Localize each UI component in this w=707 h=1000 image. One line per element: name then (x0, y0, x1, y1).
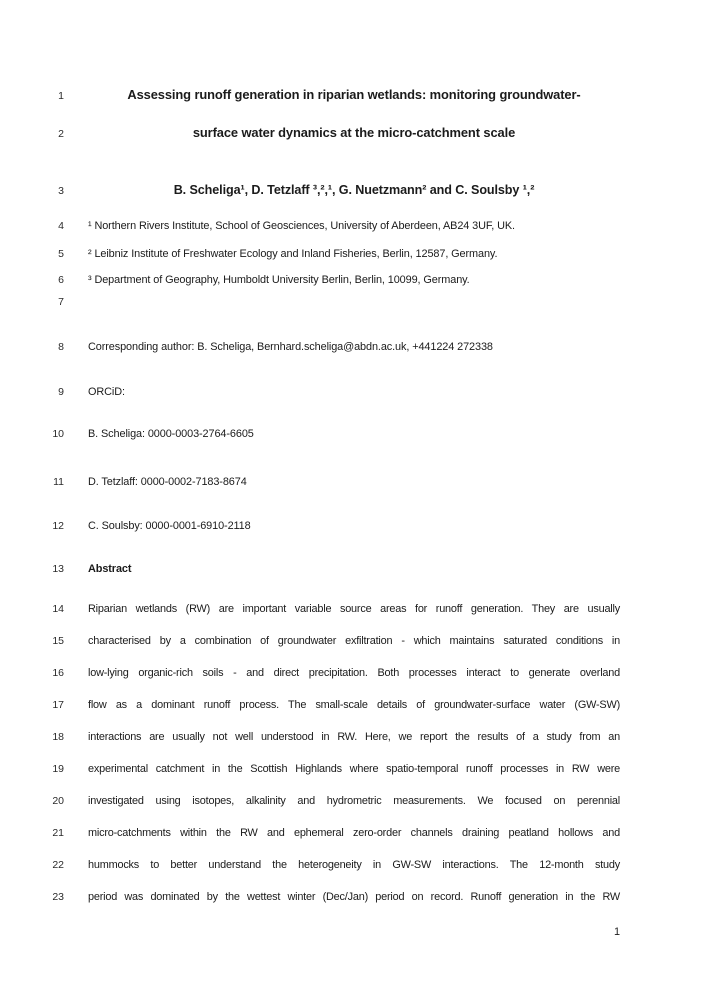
line-number: 6 (58, 274, 64, 286)
line-number: 7 (58, 296, 64, 308)
manuscript-line (28, 603, 620, 616)
manuscript-line (28, 891, 620, 904)
line-text: hummocks to better understand the heterogeneity in GW-SW interactions. The 12-month study (88, 859, 620, 871)
line-text: interactions are usually not well understood in RW. Here, we report the results of a study from an (88, 731, 620, 743)
manuscript-line (28, 859, 620, 872)
line-text: micro-catchments within the RW and ephemeral zero-order channels draining peatland hollows and (88, 827, 620, 839)
line-number: 2 (58, 128, 64, 140)
line-text: flow as a dominant runoff process. The small-scale details of groundwater-surface water (GW-SW) (88, 699, 620, 711)
line-number: 14 (52, 603, 64, 615)
line-number: 19 (52, 763, 64, 775)
line-number: 23 (52, 891, 64, 903)
line-number: 12 (52, 520, 64, 532)
line-text: C. Soulsby: 0000-0001-6910-2118 (88, 520, 251, 532)
manuscript-line (28, 274, 620, 287)
line-text: Assessing runoff generation in riparian wetlands: monitoring groundwater- (127, 87, 581, 102)
line-text: surface water dynamics at the micro-catchment scale (192, 125, 516, 140)
line-number: 3 (58, 185, 64, 197)
line-number: 11 (53, 476, 64, 488)
manuscript-line (28, 296, 620, 308)
line-text: ORCiD: (88, 386, 125, 398)
manuscript-line (28, 476, 620, 489)
manuscript-line (28, 183, 620, 197)
line-text: B. Scheliga: 0000-0003-2764-6605 (88, 428, 254, 440)
line-text: B. Scheliga¹, D. Tetzlaff ³,²,¹, G. Nuetzmann² and C. Soulsby ¹,² (173, 183, 535, 197)
manuscript-line (28, 699, 620, 712)
line-number: 1 (58, 90, 64, 102)
line-text: D. Tetzlaff: 0000-0002-7183-8674 (88, 476, 247, 488)
manuscript-line (28, 667, 620, 680)
line-text: ³ Department of Geography, Humboldt University Berlin, Berlin, 10099, Germany. (88, 274, 470, 286)
manuscript-line (28, 795, 620, 808)
manuscript-line (28, 520, 620, 533)
line-text: low-lying organic-rich soils - and direct precipitation. Both processes interact to generate overland (88, 667, 620, 679)
line-number: 22 (52, 859, 64, 871)
manuscript-line (28, 88, 620, 103)
line-text: characterised by a combination of groundwater exfiltration - which maintains saturated conditions in (88, 635, 620, 647)
manuscript-line (28, 386, 620, 399)
manuscript-line (28, 763, 620, 776)
line-text: Corresponding author: B. Scheliga, Bernhard.scheliga@abdn.ac.uk, +441224 272338 (88, 341, 493, 353)
line-number: 16 (52, 667, 64, 679)
line-number: 4 (58, 220, 64, 232)
line-text: investigated using isotopes, alkalinity and hydrometric measurements. We focused on perennial (88, 795, 620, 807)
line-text: Riparian wetlands (RW) are important variable source areas for runoff generation. They are usually (88, 603, 620, 615)
manuscript-line (28, 126, 620, 141)
line-number: 8 (58, 341, 64, 353)
line-text: Abstract (88, 563, 132, 575)
manuscript-line (28, 341, 620, 354)
manuscript-line (28, 731, 620, 744)
line-number: 9 (58, 386, 64, 398)
line-number: 17 (52, 699, 64, 711)
line-text: period was dominated by the wettest winter (Dec/Jan) period on record. Runoff generation in the RW (88, 891, 620, 903)
line-number: 21 (52, 827, 64, 839)
line-text: ¹ Northern Rivers Institute, School of Geosciences, University of Aberdeen, AB24 3UF, UK. (88, 220, 515, 232)
manuscript-line (28, 428, 620, 441)
manuscript-line (28, 248, 620, 261)
line-number: 20 (52, 795, 64, 807)
line-number: 15 (52, 635, 64, 647)
line-number: 10 (52, 428, 64, 440)
line-number: 13 (52, 563, 64, 575)
manuscript-line (28, 635, 620, 648)
line-text: ² Leibniz Institute of Freshwater Ecology and Inland Fisheries, Berlin, 12587, Germany. (88, 248, 498, 260)
page-number: 1 (613, 926, 620, 938)
manuscript-line (28, 827, 620, 840)
manuscript-line (28, 220, 620, 233)
line-text: experimental catchment in the Scottish Highlands where spatio-temporal runoff processes in RW were (88, 763, 620, 775)
line-number: 5 (58, 248, 64, 260)
line-number: 18 (52, 731, 64, 743)
manuscript-line (28, 563, 620, 576)
